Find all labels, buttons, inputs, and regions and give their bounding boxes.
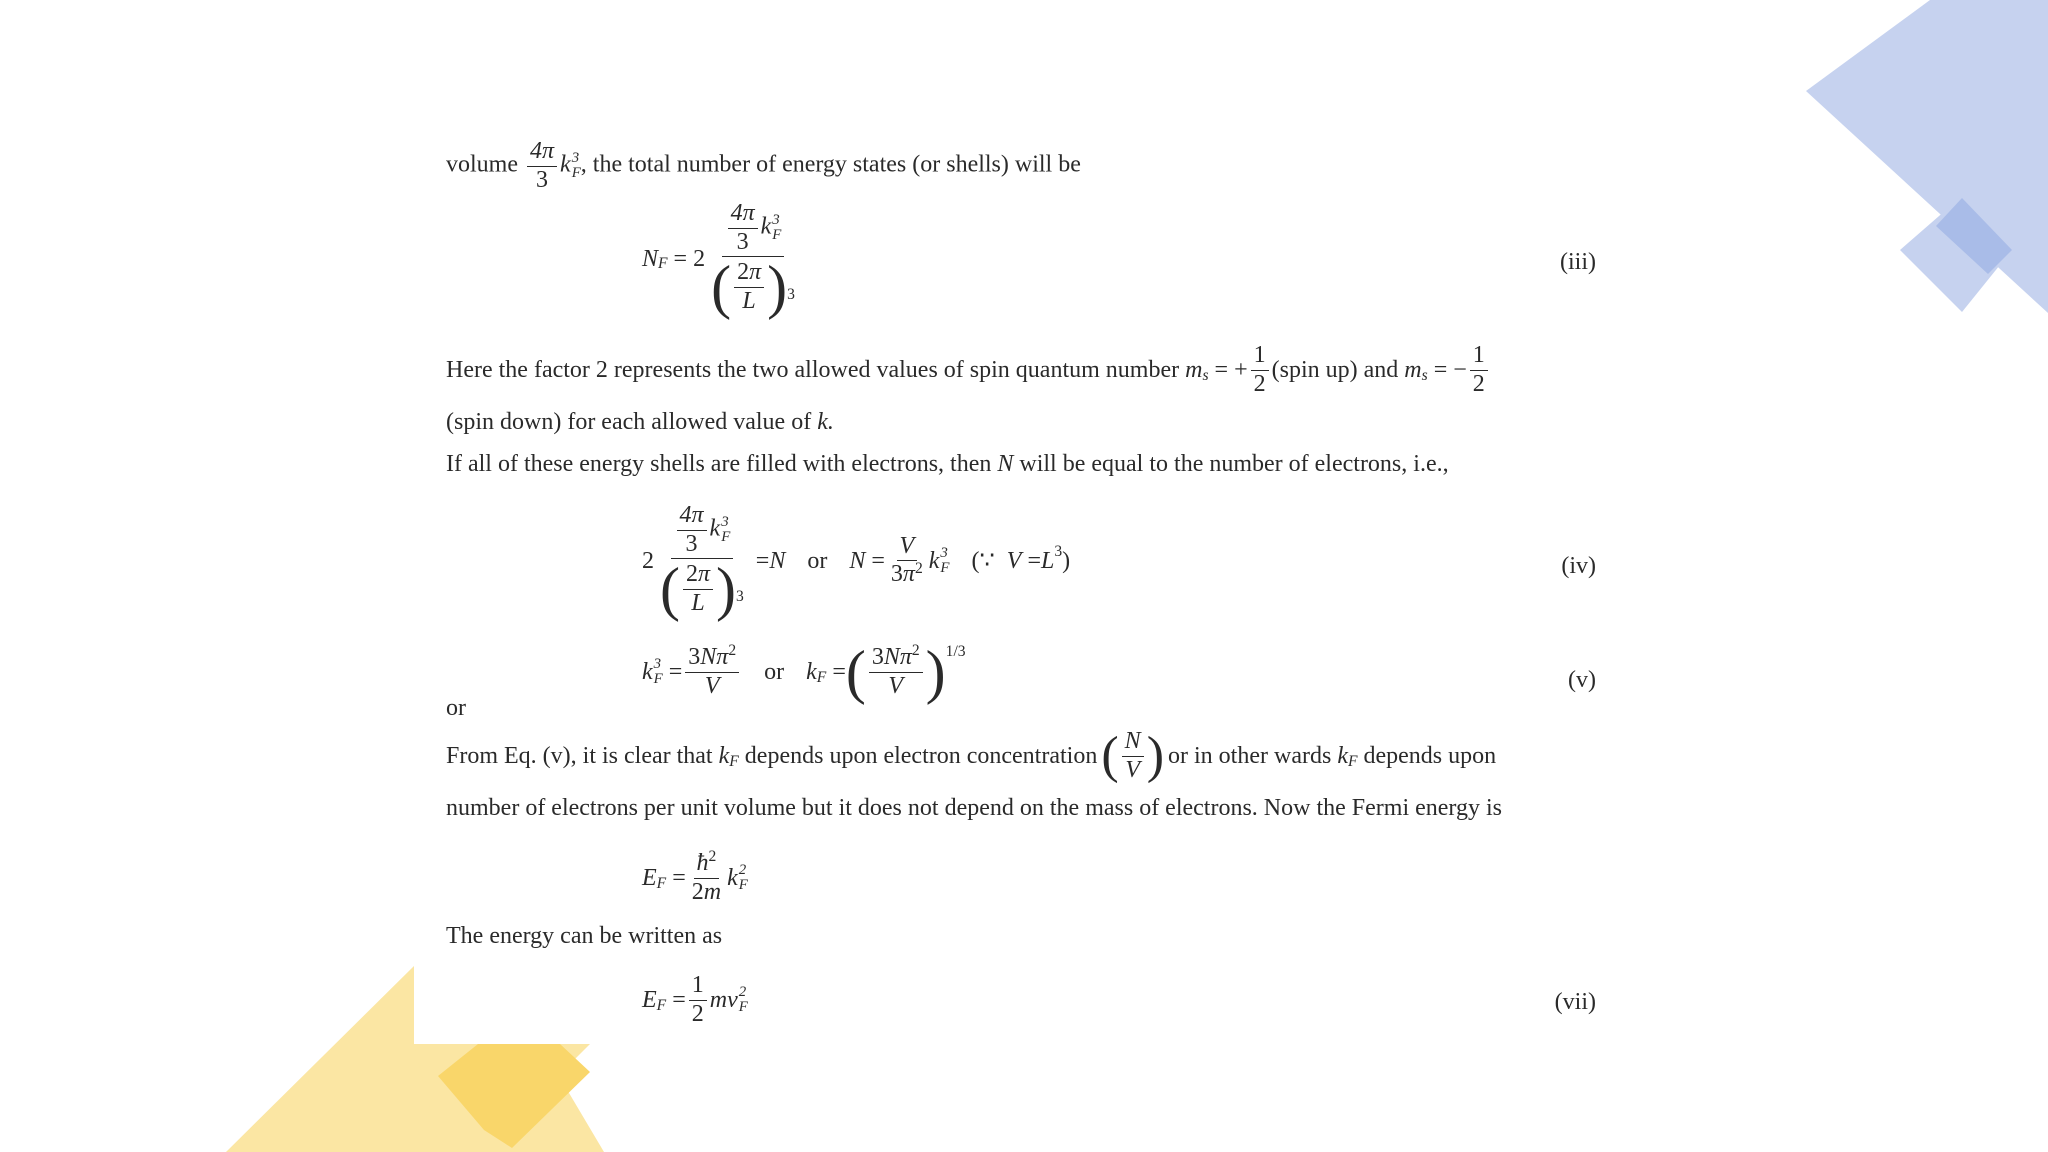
- equation-fermi-energy: E F = $\frac{ħ^2}{2m}$ k 2 F: [642, 848, 748, 905]
- equation-number-iv: (iv): [1561, 553, 1596, 579]
- filled-shells-line: If all of these energy shells are filled with electrons, then N will be equal to the number of electrons, i.e.,: [446, 451, 1449, 477]
- equation-number-vii: (vii): [1554, 989, 1596, 1015]
- equation-v: k 3 F = $\frac{3N\pi^2}{V}$ or k F = ( $\frac{3N\pi^2}{V}$ ) 1/3: [642, 639, 966, 705]
- spin-line: Here the factor 2 represents the two allowed values of spin quantum number m s = + $\frac{1}{2}$ (spin up) and m s = − $\frac{1}{2}$: [446, 342, 1491, 398]
- energy-written-line: The energy can be written as: [446, 923, 723, 949]
- equation-number-v: (v): [1568, 667, 1596, 693]
- fermi-energy-intro-line: number of electrons per unit volume but it does not depend on the mass of electrons. Now the Fermi energy is: [446, 795, 1502, 821]
- sphere-volume-fraction: $\frac{4\pi}{3}$: [527, 138, 557, 194]
- spin-down-line: (spin down) for each allowed value of k.: [446, 409, 834, 435]
- equation-iv: 2 $\frac{4\pi}{3}$ k 3 F ( $\frac{2\pi}{L}$ ) $^3$ = N or N = $\frac{V}{3\pi^2}$ k 3 F (∵ V = L 3 ): [642, 502, 1071, 623]
- equation-number-iii: (iii): [1560, 249, 1596, 275]
- concentration-line: From Eq. (v), it is clear that k F depends upon electron concentration ( $\frac{N}{V}$ ) or in other wards k F depends upon: [446, 727, 1497, 785]
- equation-vii: E F = $\frac{1}{2}$ mv 2 F: [642, 972, 748, 1027]
- equation-iii: N F = 2 $\frac{4\pi}{3}$ k 3 F ( $\frac{2\pi}{L}$ ) $^3$: [642, 200, 795, 321]
- or-label: or: [446, 695, 466, 721]
- intro-line: volume $\frac{4\pi}{3}$ k 3 F , the total number of energy states (or shells) will be: [446, 138, 1081, 193]
